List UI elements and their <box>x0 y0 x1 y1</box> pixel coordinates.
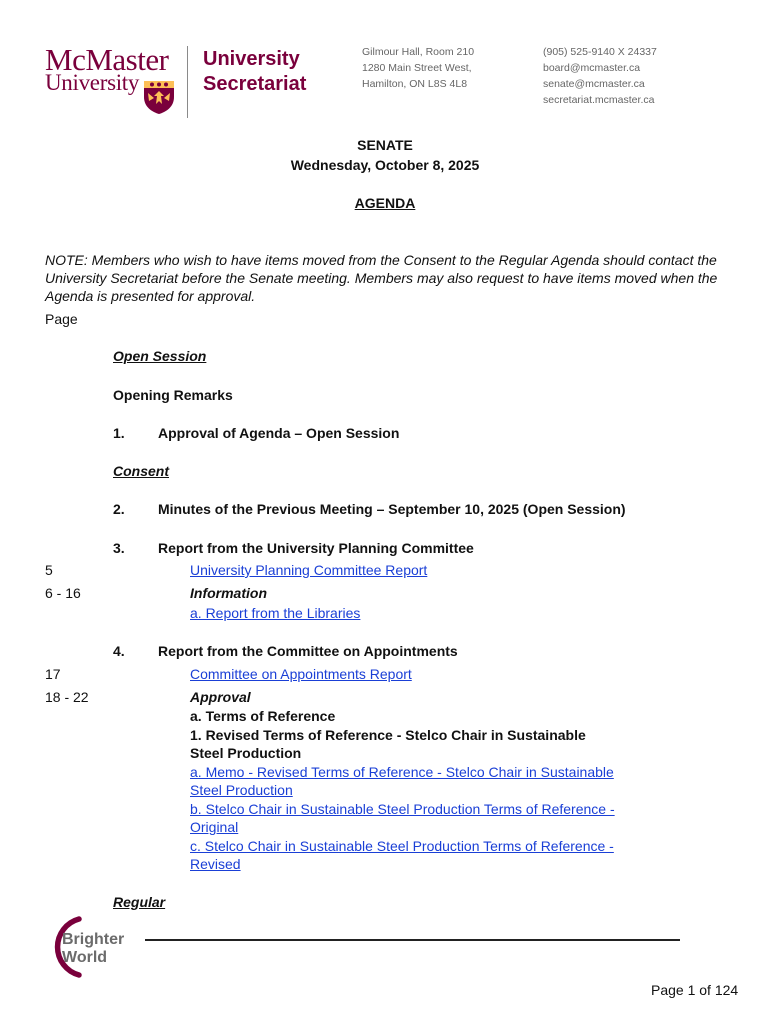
meeting-date: Wednesday, October 8, 2025 <box>290 157 480 173</box>
brand-line1: Brighter <box>62 931 125 948</box>
header-divider <box>187 46 188 118</box>
agenda-heading: AGENDA <box>354 195 416 211</box>
page-number: Page 1 of 124 <box>651 982 739 998</box>
footer-divider <box>145 939 680 941</box>
phone-number: (905) 525-9140 X 24337 <box>543 46 657 58</box>
link-planning-committee-report[interactable]: University Planning Committee Report <box>190 562 428 578</box>
senate-email: senate@mcmaster.ca <box>543 78 645 90</box>
page-reference: 17 <box>45 666 61 682</box>
link-tor-revised[interactable]: c. Stelco Chair in Sustainable Steel Production Terms of Reference - <box>190 838 614 854</box>
item-category-label: Approval <box>190 689 251 705</box>
item-title: Approval of Agenda – Open Session <box>158 425 400 441</box>
brighter-world-logo <box>45 915 135 979</box>
office-address <box>362 44 474 92</box>
agenda-note: NOTE: Members who wish to have items moved from the Consent to the Regular Agenda should contact the University Secretariat before the Senate meeting. Members may also request to have items moved when the Agenda is presented for approval. <box>45 252 718 304</box>
link-memo-revised-tor[interactable]: a. Memo - Revised Terms of Reference - Stelco Chair in Sustainable <box>190 764 614 780</box>
website: secretariat.mcmaster.ca <box>543 94 655 106</box>
link-tor-original[interactable]: Original <box>190 819 239 835</box>
page-reference: 5 <box>45 562 53 578</box>
page-reference: 6 - 16 <box>45 585 81 601</box>
link-memo-revised-tor[interactable]: Steel Production <box>190 782 293 798</box>
link-appointments-report[interactable]: Committee on Appointments Report <box>190 666 412 682</box>
item-category-label: Information <box>190 585 267 601</box>
page-column-label: Page <box>45 311 78 327</box>
page-reference: 18 - 22 <box>45 689 89 705</box>
section-regular: Regular <box>113 894 166 910</box>
section-open-session: Open Session <box>113 348 207 364</box>
document-title: SENATE <box>357 137 413 153</box>
item-title: Report from the Committee on Appointments <box>158 643 458 659</box>
office-name-line1: University <box>203 48 300 70</box>
item-number: 3. <box>113 540 125 556</box>
crest-icon <box>142 79 176 115</box>
link-tor-original[interactable]: b. Stelco Chair in Sustainable Steel Production Terms of Reference - <box>190 801 615 817</box>
address-line: Hamilton, ON L8S 4L8 <box>362 78 468 90</box>
sub-item-heading: a. Terms of Reference <box>190 708 336 724</box>
logo-wordmark-mcmaster: McMaster <box>45 42 169 77</box>
link-tor-revised[interactable]: Revised <box>190 856 241 872</box>
brand-line2: World <box>62 949 108 966</box>
item-title: Minutes of the Previous Meeting – September 10, 2025 (Open Session) <box>158 501 626 517</box>
item-number: 2. <box>113 501 125 517</box>
item-title: Report from the University Planning Committee <box>158 540 474 556</box>
address-line: 1280 Main Street West, <box>362 62 472 74</box>
address-line: Gilmour Hall, Room 210 <box>362 46 475 58</box>
link-report-libraries[interactable]: a. Report from the Libraries <box>190 605 361 621</box>
section-consent: Consent <box>113 463 169 479</box>
office-contact <box>543 44 657 108</box>
board-email: board@mcmaster.ca <box>543 62 641 74</box>
item-number: 4. <box>113 643 125 659</box>
item-number: 1. <box>113 425 125 441</box>
sub-item-title: 1. Revised Terms of Reference - Stelco Chair in Sustainable <box>190 727 586 743</box>
logo-wordmark-university: University <box>45 70 140 95</box>
sub-item-title: Steel Production <box>190 745 302 761</box>
office-name-line2: Secretariat <box>203 73 307 95</box>
section-opening-remarks: Opening Remarks <box>113 387 233 403</box>
office-name <box>203 47 306 97</box>
